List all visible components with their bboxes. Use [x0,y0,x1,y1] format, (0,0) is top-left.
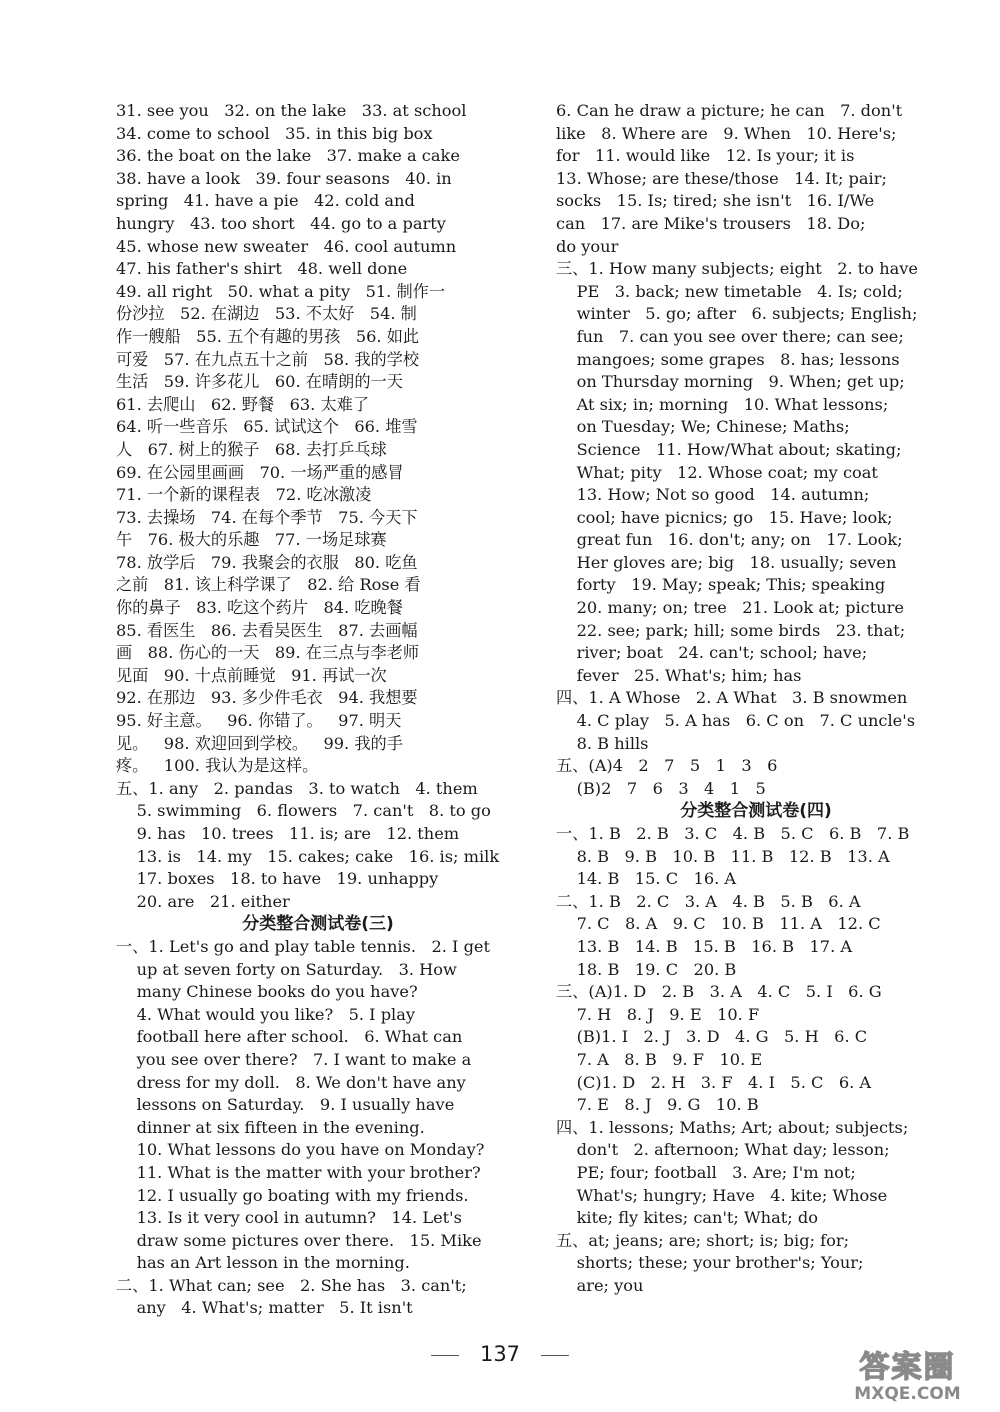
answer-line: shorts; these; your brother's; Your; [556,1253,864,1273]
answer-line: are; you [556,1275,644,1295]
answer-line: What; pity 12. Whose coat; my coat [556,462,878,482]
answer-line: At six; in; morning 10. What lessons; [556,394,889,414]
answer-line: 13. B 14. B 15. B 16. B 17. A [556,936,853,956]
answer-line: 17. boxes 18. to have 19. unhappy [116,869,439,889]
answer-line: 一、1. B 2. B 3. C 4. B 5. C 6. B 7. B [556,824,910,843]
answer-line: 疼。 100. 我认为是这样。 [116,756,319,776]
page-number: 137 [479,1342,521,1366]
answer-line: you see over there? 7. I want to make a [116,1049,472,1069]
answer-line: like 8. Where are 9. When 10. Here's; [556,123,897,143]
answer-line: 64. 听一些音乐 65. 试试这个 66. 堆雪 [116,417,418,437]
answer-line: on Thursday morning 9. When; get up; [556,372,905,392]
answer-line: has an Art lesson in the morning. [116,1253,410,1273]
answer-line: Science 11. How/What about; skating; [556,439,902,459]
watermark-logo-text: 答案圈 [859,1350,956,1385]
answer-line: 之前 81. 该上科学课了 82. 给 Rose 看 [116,575,421,595]
answer-line: (B)2 7 6 3 4 1 5 [556,778,766,798]
answer-line: on Tuesday; We; Chinese; Maths; [556,417,850,437]
answer-line: 13. Is it very cool in autumn? 14. Let's [116,1208,462,1228]
answer-line: 4. What would you like? 5. I play [116,1004,416,1024]
answer-line: hungry 43. too short 44. go to a party [116,213,446,233]
answer-line: 13. Whose; are these/those 14. It; pair; [556,168,887,188]
answer-line: 6. Can he draw a picture; he can 7. don't [556,101,903,120]
answer-line: 可爱 57. 在九点五十之前 58. 我的学校 [116,349,420,369]
answer-line: 7. E 8. J 9. G 10. B [556,1095,759,1115]
answer-line: winter 5. go; after 6. subjects; English; [556,304,918,324]
answer-line: 7. A 8. B 9. F 10. E [556,1049,763,1069]
answer-line: PE 3. back; new timetable 4. Is; cold; [556,281,903,301]
answer-line: football here after school. 6. What can [116,1027,463,1047]
answer-line: 见。 98. 欢迎回到学校。 99. 我的手 [116,733,403,753]
answer-line: can 17. are Mike's trousers 18. Do; [556,213,866,233]
answer-line: 一、1. Let's go and play table tennis. 2. I get [116,936,491,956]
section-heading: 分类整合测试卷(三) [242,914,394,935]
answer-line: dress for my doll. 8. We don't have any [116,1072,466,1092]
answer-line: 9. has 10. trees 11. is; are 12. them [116,824,460,843]
answer-line: 生活 59. 许多花儿 60. 在晴朗的一天 [116,372,403,392]
answer-line: 47. his father's shirt 48. well done [116,259,408,279]
answer-line: 61. 去爬山 62. 野餐 63. 太难了 [116,394,370,414]
answer-line: draw some pictures over there. 15. Mike [116,1230,482,1250]
answer-line: 五、1. any 2. pandas 3. to watch 4. them [116,778,478,798]
answer-line: 20. are 21. either [116,891,290,911]
answer-line: 7. H 8. J 9. E 10. F [556,1004,760,1024]
right-column [556,100,956,1297]
answer-line: 34. come to school 35. in this big box [116,123,433,143]
answer-line: Her gloves are; big 18. usually; seven [556,552,897,572]
answer-line: mangoes; some grapes 8. has; lessons [556,349,900,369]
answer-line: 69. 在公园里画画 70. 一场严重的感冒 [116,462,404,482]
answer-line: 画 88. 伤心的一天 89. 在三点与李老师 [116,643,420,663]
answer-line: 4. C play 5. A has 6. C on 7. C uncle's [556,711,916,731]
answer-line: 8. B 9. B 10. B 11. B 12. B 13. A [556,846,890,866]
answer-line: do your [556,236,619,256]
answer-line: 二、1. What can; see 2. She has 3. can't; [116,1275,467,1295]
answer-line: 92. 在那边 93. 多少件毛衣 94. 我想要 [116,688,418,708]
answer-line: 四、1. A Whose 2. A What 3. B snowmen [556,688,908,708]
answer-line: any 4. What's; matter 5. It isn't [116,1298,413,1318]
answer-line: 49. all right 50. what a pity 51. 制作一 [116,281,446,301]
answer-line: dinner at six fifteen in the evening. [116,1117,425,1137]
answer-line: 作一艘船 55. 五个有趣的男孩 56. 如此 [116,326,420,346]
answer-line: socks 15. Is; tired; she isn't 16. I/We [556,191,875,211]
answer-line: 71. 一个新的课程表 72. 吃冰激凌 [116,485,372,505]
answer-line: 13. is 14. my 15. cakes; cake 16. is; milk [116,846,500,866]
answer-line: lessons on Saturday. 9. I usually have [116,1095,455,1115]
answer-line: 7. C 8. A 9. C 10. B 11. A 12. C [556,914,881,934]
answer-line: 二、1. B 2. C 3. A 4. B 5. B 6. A [556,891,861,911]
footer-dash-left [431,1355,459,1356]
answer-line: PE; four; football 3. Are; I'm not; [556,1162,856,1182]
answer-line: 18. B 19. C 20. B [556,959,737,979]
answer-line: 38. have a look 39. four seasons 40. in [116,168,452,188]
answer-line: 午 76. 极大的乐趣 77. 一场足球赛 [116,530,387,550]
answer-line: 45. whose new sweater 46. cool autumn [116,236,457,256]
watermark-logo [825,1352,990,1408]
answer-line: river; boat 24. can't; school; have; [556,643,868,663]
answer-line: don't 2. afternoon; What day; lesson; [556,1140,890,1160]
answer-line: up at seven forty on Saturday. 3. How [116,959,457,979]
answer-line: 你的鼻子 83. 吃这个药片 84. 吃晚餐 [116,598,403,618]
footer-dash-right [541,1355,569,1356]
answer-line: for 11. would like 12. Is your; it is [556,146,855,166]
answer-line: (B)1. I 2. J 3. D 4. G 5. H 6. C [556,1027,868,1047]
answer-line: 人 67. 树上的猴子 68. 去打乒乓球 [116,439,387,459]
answer-line: many Chinese books do you have? [116,982,418,1002]
answer-line: 5. swimming 6. flowers 7. can't 8. to go [116,801,491,821]
answer-line: forty 19. May; speak; This; speaking [556,575,886,595]
answer-line: 95. 好主意。 96. 你错了。 97. 明天 [116,711,402,731]
answer-line: fun 7. can you see over there; can see; [556,326,904,346]
left-column [116,100,520,1320]
answer-line: 四、1. lessons; Maths; Art; about; subjects; [556,1117,909,1137]
answer-line: 85. 看医生 86. 去看吴医生 87. 去画幅 [116,620,418,640]
answer-line: fever 25. What's; him; has [556,665,802,685]
answer-line: 8. B hills [556,733,649,753]
answer-line: 31. see you 32. on the lake 33. at school [116,101,467,120]
answer-line: 见面 90. 十点前睡觉 91. 再试一次 [116,665,387,685]
answer-line: cool; have picnics; go 15. Have; look; [556,507,893,527]
answer-line: spring 41. have a pie 42. cold and [116,191,415,211]
answer-line: kite; fly kites; can't; What; do [556,1208,818,1228]
answer-line: 73. 去操场 74. 在每个季节 75. 今天下 [116,507,418,527]
answer-line: great fun 16. don't; any; on 17. Look; [556,530,903,550]
answer-line: What's; hungry; Have 4. kite; Whose [556,1185,888,1205]
answer-line: 13. How; Not so good 14. autumn; [556,485,870,505]
answer-line: 五、at; jeans; are; short; is; big; for; [556,1230,850,1250]
answer-line: 12. I usually go boating with my friends. [116,1185,469,1205]
answer-line: 三、(A)1. D 2. B 3. A 4. C 5. I 6. G [556,982,882,1002]
answer-line: 20. many; on; tree 21. Look at; picture [556,598,904,618]
answer-line: 36. the boat on the lake 37. make a cake [116,146,460,166]
answer-line: (C)1. D 2. H 3. F 4. I 5. C 6. A [556,1072,872,1092]
answer-line: 11. What is the matter with your brother? [116,1162,481,1182]
answer-line: 份沙拉 52. 在湖边 53. 不太好 54. 制 [116,304,417,324]
answer-line: 14. B 15. C 16. A [556,869,737,889]
answer-line: 10. What lessons do you have on Monday? [116,1140,485,1160]
answer-line: 78. 放学后 79. 我聚会的衣服 80. 吃鱼 [116,552,418,572]
answer-line: 五、(A)4 2 7 5 1 3 6 [556,756,778,776]
answer-line: 22. see; park; hill; some birds 23. that; [556,620,906,640]
answer-line: 三、1. How many subjects; eight 2. to have [556,259,918,279]
watermark-site-text: MXQE.COM [854,1384,961,1404]
section-heading: 分类整合测试卷(四) [680,801,832,822]
